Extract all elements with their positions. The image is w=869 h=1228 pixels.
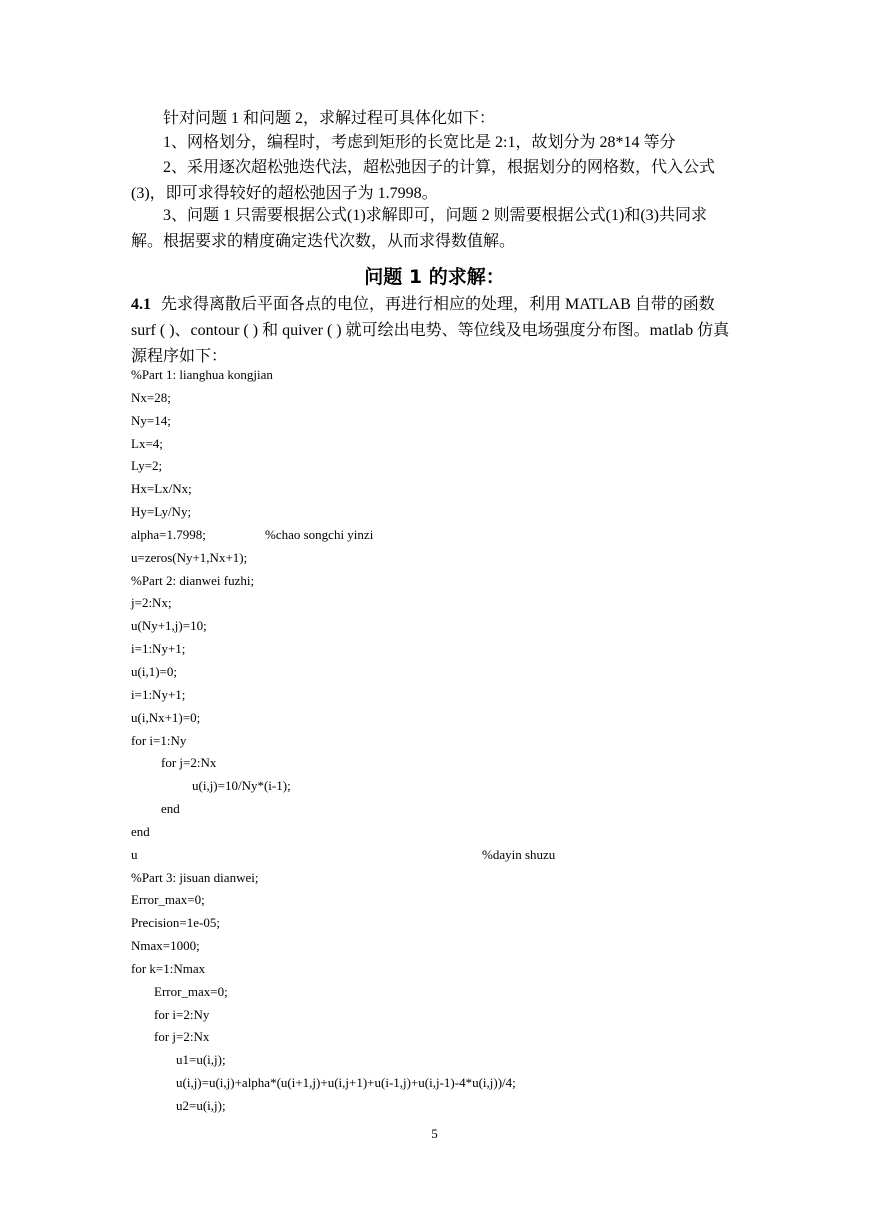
code-line [131, 752, 751, 775]
code-line [131, 547, 751, 570]
code-text: Lx=4; [131, 435, 163, 451]
code-line [131, 981, 751, 1004]
code-text: u=zeros(Ny+1,Nx+1); [131, 549, 248, 565]
code-line [131, 798, 751, 821]
code-text: end [131, 823, 150, 839]
code-line [131, 821, 751, 844]
code-line [131, 684, 751, 707]
code-text: Precision=1e-05; [131, 915, 220, 931]
code-line [131, 570, 751, 593]
code-text: u [131, 846, 138, 862]
paragraph-step-1: 1、网格划分，编程时，考虑到矩形的长宽比是 2:1，故划分为 28*14 等分 [163, 134, 676, 151]
code-text: end [161, 801, 180, 817]
code-line [131, 433, 751, 456]
code-line [131, 935, 751, 958]
code-text: alpha=1.7998; [131, 526, 206, 542]
code-text: for j=2:Nx [161, 755, 217, 771]
code-text: for i=1:Ny [131, 732, 187, 748]
code-text: for j=2:Nx [154, 1029, 210, 1045]
section-number: 4.1 [131, 296, 151, 313]
code-text: for k=1:Nmax [131, 960, 206, 976]
paragraph-step-3: 3、问题 1 只需要根据公式(1)求解即可，问题 2 则需要根据公式(1)和(3)共同求解。根据要求的精度确定迭代次数，从而求得数值解。 [131, 207, 707, 250]
page-number: 5 [431, 1126, 438, 1141]
code-line [131, 455, 751, 478]
code-text: %Part 2: dianwei fuzhi; [131, 572, 255, 588]
paragraph-step-2: 2、采用逐次超松弛迭代法，超松弛因子的计算，根据划分的网格数，代入公式(3)，即可求得较好的超松弛因子为 1.7998。 [131, 159, 716, 202]
code-line [131, 364, 751, 387]
code-text: Ly=2; [131, 458, 163, 474]
code-text: j=2:Nx; [131, 595, 172, 611]
code-line [131, 1049, 751, 1072]
code-line [131, 1004, 751, 1027]
code-line [131, 615, 751, 638]
paragraph-intro: 针对问题 1 和问题 2，求解过程可具体化如下： [163, 110, 496, 127]
code-line [131, 478, 751, 501]
code-line [131, 387, 751, 410]
code-text: u(i,j)=u(i,j)+alpha*(u(i+1,j)+u(i,j+1)+u(i-1,j)+u(i,j-1)-4*u(i,j))/4; [176, 1075, 516, 1091]
code-text: u(i,j)=10/Ny*(i-1); [192, 778, 291, 794]
code-line [131, 410, 751, 433]
code-line [131, 1026, 751, 1049]
code-line [131, 775, 751, 798]
section-text: 先求得离散后平面各点的电位，再进行相应的处理，利用 MATLAB 自带的函数 surf ( )、contour ( ) 和 quiver ( ) 就可绘出电势、等位线及电场强度分布图。matlab 仿真源程序如下： [131, 296, 730, 365]
section-paragraph [131, 292, 738, 370]
code-text: Nx=28; [131, 389, 171, 405]
code-text: u2=u(i,j); [176, 1098, 226, 1113]
code-text: u(Ny+1,j)=10; [131, 618, 207, 634]
code-text: Hx=Lx/Nx; [131, 481, 192, 497]
section-heading: 问题 1 的求解： [364, 266, 505, 288]
code-text: u(i,Nx+1)=0; [131, 709, 201, 725]
code-line [131, 730, 751, 753]
code-line [131, 707, 751, 730]
code-comment: %chao songchi yinzi [265, 526, 374, 542]
code-line [131, 524, 751, 547]
code-line [131, 501, 751, 524]
code-text: i=1:Ny+1; [131, 686, 186, 702]
code-text: %Part 3: jisuan dianwei; [131, 869, 259, 885]
code-text: i=1:Ny+1; [131, 641, 186, 657]
code-line [131, 958, 751, 981]
code-text: u1=u(i,j); [176, 1052, 226, 1068]
code-text: Error_max=0; [131, 892, 205, 908]
code-line [131, 912, 751, 935]
code-text: Ny=14; [131, 412, 171, 428]
code-text: u(i,1)=0; [131, 663, 177, 679]
code-block [131, 364, 751, 1118]
code-text: Hy=Ly/Ny; [131, 504, 192, 520]
code-text: for i=2:Ny [154, 1006, 210, 1022]
code-line [131, 867, 751, 890]
code-text: %Part 1: lianghua kongjian [131, 367, 273, 382]
code-line [131, 638, 751, 661]
code-comment: %dayin shuzu [482, 846, 556, 862]
code-line [131, 1095, 751, 1118]
code-line [131, 844, 751, 867]
code-line [131, 1072, 751, 1095]
code-text: Error_max=0; [154, 983, 228, 999]
code-line [131, 889, 751, 912]
code-line [131, 592, 751, 615]
code-line [131, 661, 751, 684]
code-text: Nmax=1000; [131, 938, 200, 954]
